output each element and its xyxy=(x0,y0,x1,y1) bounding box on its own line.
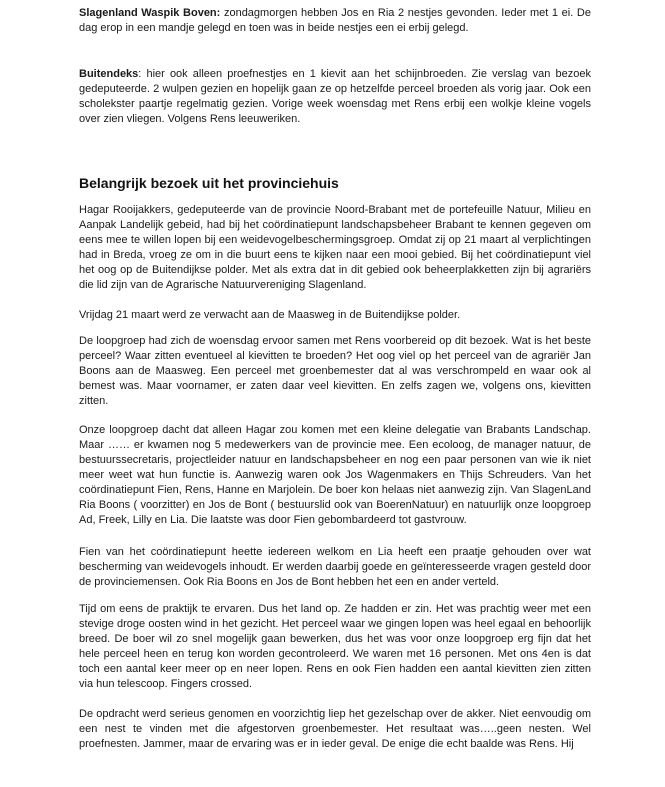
intro-text-waspik: zondagmorgen hebben Jos en Ria 2 nestjes gevonden. Ieder met 1 ei. De dag erop in een mandje gelegd en toen was in beide nestjes een ei erbij gelegd. xyxy=(79,7,591,34)
paragraph-7: De opdracht werd serieus genomen en voorzichtig liep het gezelschap over de akker. Niet eenvoudig om een nest te vinden met die afgestorven groenbemester. Het resultaat was…..geen nesten. Wel proefnesten. Jammer, maar de ervaring was er in ieder geval. De enige die echt baalde was Rens. Hij xyxy=(79,708,591,750)
paragraph-6: Tijd om eens de praktijk te ervaren. Dus het land op. Ze hadden er zin. Het was prachtig weer met een stevige droge oosten wind in het gezicht. Het perceel waar we gingen lopen was heel egaal en behoorlijk breed. De boer wil zo snel mogelijk gaan bewerken, dus het was voor onze loopgroep erg fijn dat het hele perceel heen en terug kon worden gecontroleerd. We waren met 16 personen. Met ons 4en is dat toch een aantal keer meer op en neer lopen. Rens en ook Fien hadden een aantal kievitten zien zitten via hun telescoop. Fingers crossed. xyxy=(79,603,591,690)
intro-text-buitendeks: : hier ook alleen proefnestjes en 1 kievit aan het schijnbroeden. Zie verslag van bezoek gedeputeerde. 2 wulpen gezien en hopelijk gaan ze op hetzelfde perceel broeden als vorig jaar. Ook een scholekster paartje regelmatig gezien. Vorige week woensdag met Rens erbij een wolkje kleine vogels over zien vliegen. Volgens Rens leeuweriken. xyxy=(79,68,591,125)
paragraph-3: De loopgroep had zich de woensdag ervoor samen met Rens voorbereid op dit bezoek. Wat is het beste perceel? Waar zitten eventueel al kievitten te broeden? Het oog viel op het perceel van de agrariër Jan Boons aan de Maasweg. Een perceel met groenbemester dat al was verschrompeld en waar ook al bemest was. Maar voornamer, er zaten daar veel kievitten. En zelfs zagen we, volgens ons, kievitten zitten. xyxy=(79,335,591,407)
intro-lead-buitendeks: Buitendeks xyxy=(79,68,139,80)
paragraph-1: Hagar Rooijakkers, gedeputeerde van de provincie Noord-Brabant met de portefeuille Natuur, Milieu en Aanpak Landelijk gebeid, had bij het coördinatiepunt landschapsbeheer Brabant te kennen gegeven om eens mee te willen lopen bij een weidevogelbeschermingsgroep. Omdat zij op 21 maart al verplichtingen had in Breda, vroeg ze om in die buurt eens te kijken naar een mooi gebied. Bij het coördinatiepunt viel het oog op de Buitendijkse polder. Met als extra dat in dit gebied ook beheerplakketten zijn bij agrariërs die lid zijn van de Agrarische Natuurvereniging Slagenland. xyxy=(79,204,591,291)
paragraph-5: Fien van het coördinatiepunt heette iedereen welkom en Lia heeft een praatje gehouden over wat bescherming van weidevogels inhoudt. Er werden daarbij goede en geïnteresseerde vragen gesteld door de provinciemensen. Ook Ria Boons en Jos de Bont hebben het een en ander verteld. xyxy=(79,546,591,588)
intro-lead-waspik: Slagenland Waspik Boven: xyxy=(79,7,221,19)
section-title: Belangrijk bezoek uit het provinciehuis xyxy=(79,175,339,191)
paragraph-2: Vrijdag 21 maart werd ze verwacht aan de Maasweg in de Buitendijkse polder. xyxy=(79,309,461,321)
intro-paragraph-buitendeks xyxy=(79,67,591,127)
paragraph-4: Onze loopgroep dacht dat alleen Hagar zou komen met een kleine delegatie van Brabants Landschap. Maar …… er kwamen nog 5 medewerkers van de provincie mee. Een ecoloog, de manager natuur, de bestuurssecretaris, projectleider natuur en landschapsbeheer en nog een paar personen van wie ik niet meer weet wat hun functie is. Aanwezig waren ook Jos Wagenmakers en Thijs Schreuders. Van het coördinatiepunt Fien, Rens, Hanne en Marjolein. De boer kon helaas niet aanwezig zijn. Van SlagenLand Ria Boons ( voorzitter) en Jos de Bont ( bestuurslid ook van BoerenNatuur) en natuurlijk onze loopgroep Ad, Freek, Lilly en Lia. Die laatste was door Fien gebombardeerd tot gastvrouw. xyxy=(79,424,591,526)
intro-paragraph-waspik xyxy=(79,6,591,36)
